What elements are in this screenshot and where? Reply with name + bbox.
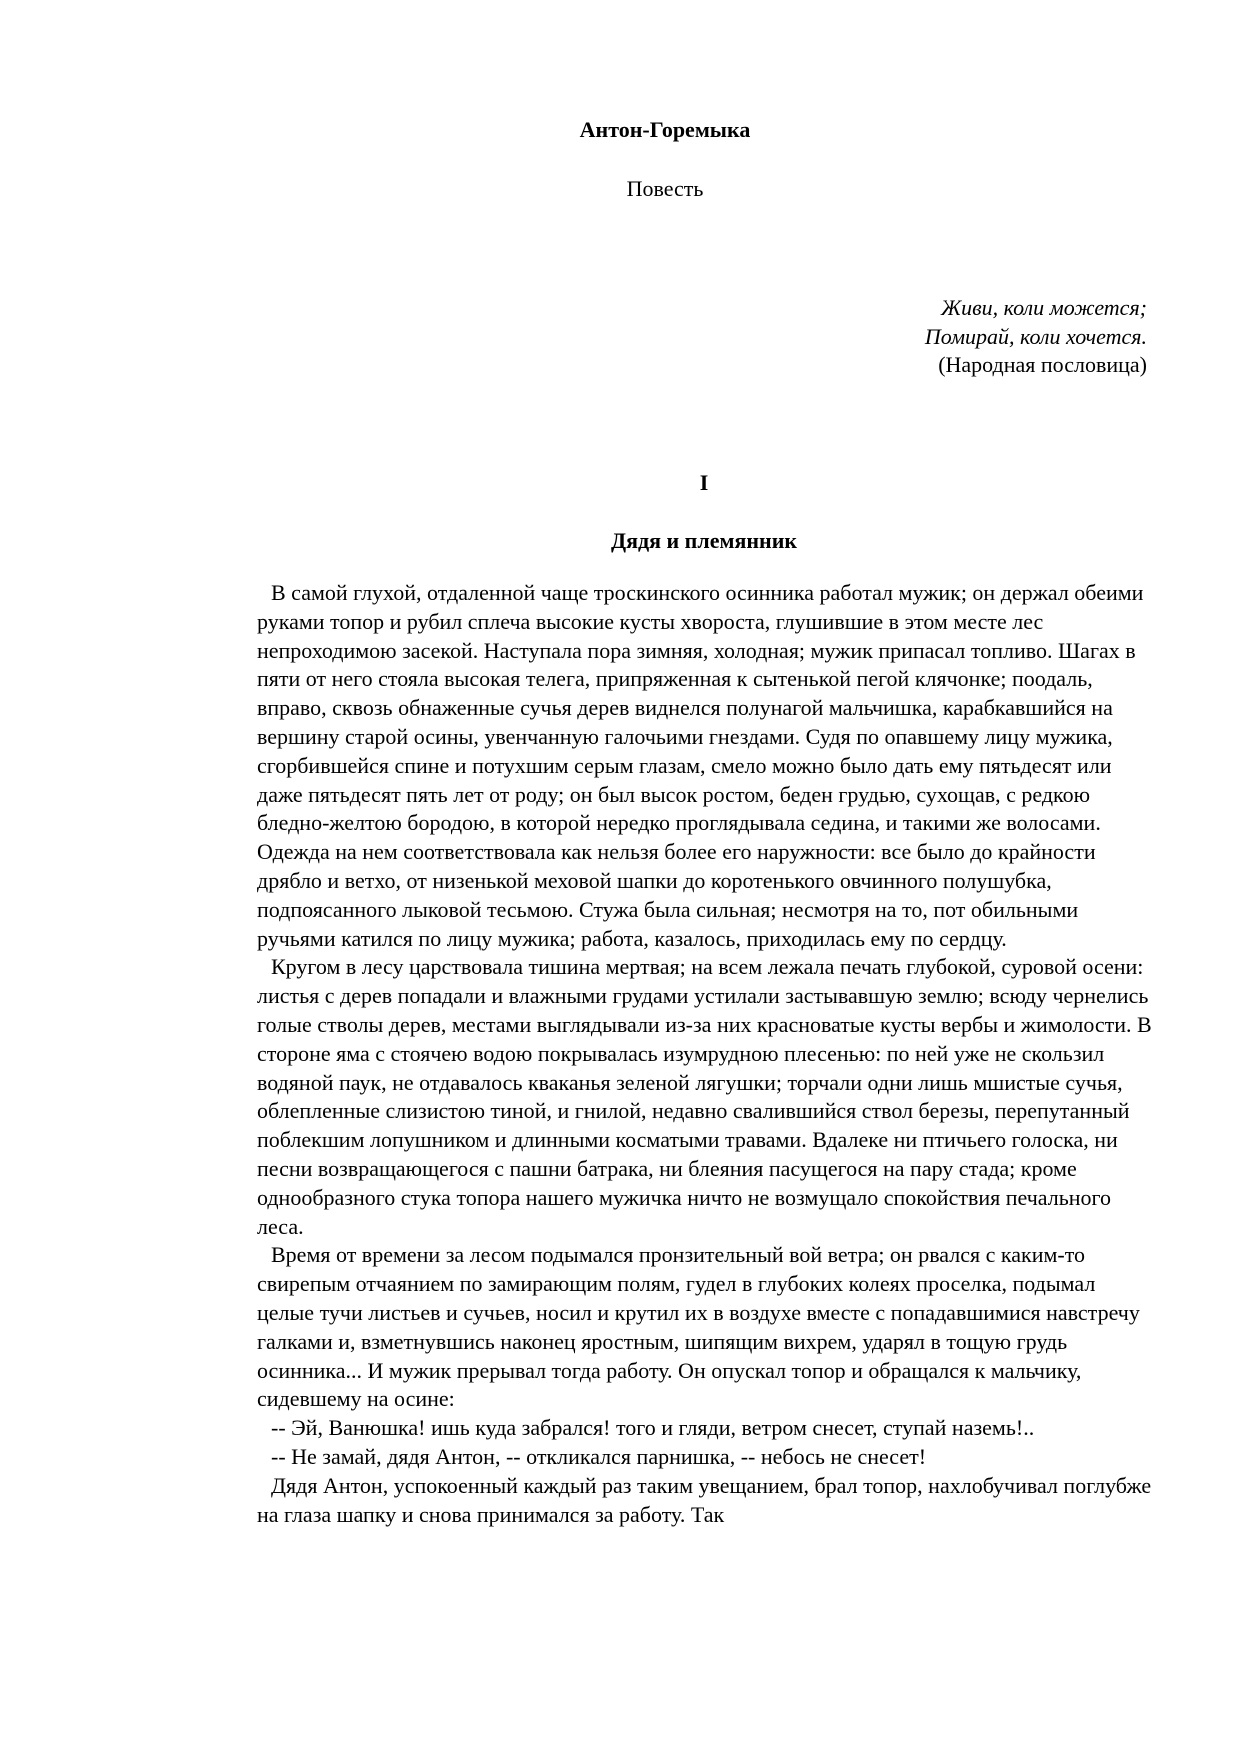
dialogue-line: -- Эй, Ванюшка! ишь куда забрался! того и гляди, ветром снесет, ступай наземь!.. [271,1415,1035,1441]
body-text [257,579,1157,1529]
epigraph-line: Помирай, коли хочется. [924,323,1147,349]
paragraph: Кругом в лесу царствовала тишина мертвая; на всем лежала печать глубокой, суровой осени: листья с дерев попадали и влажными грудами устилали застывавшую землю; всюду чернелись голые стволы дерев, местами выглядывали из-за них красноватые кусты вербы и жимолости. В стороне яма с стоячею водою покрывалась изумрудною плесенью: по ней уже не скользил водяной паук, не отдавалось кваканья зеленой лягушки; торчали одни лишь мшистые сучья, облепленные слизистою тиной, и гнилой, недавно свалившийся ствол березы, перепутанный поблекшим лопушником и длинными косматыми травами. Вдалеке ни птичьего голоска, ни песни возвращающегося с пашни батрака, ни блеяния пасущегося на пару стада; кроме однообразного стука топора нашего мужичка ничто не возмущало спокойствия печального леса. [257,954,1152,1239]
epigraph-line: Живи, коли можется; [940,295,1147,320]
paragraph: В самой глухой, отдаленной чаще троскинского осинника работал мужик; он держал обеими руками топор и рубил сплеча высокие кусты хвороста, глушившие в этом месте лес непроходимою засекой. Наступала пора зимняя, холодная; мужик припасал топливо. Шагах в пяти от него стояла высокая телега, припряженная к сытенькой пегой клячонке; поодаль, вправо, сквозь обнаженные сучья дерев виднелся полунагой мальчишка, карабкавшийся на вершину старой осины, увенчанную галочьими гнездами. Судя по опавшему лицу мужика, сгорбившейся спине и потухшим серым глазам, смело можно было дать ему пятьдесят или даже пятьдесят пять лет от роду; он был высок ростом, беден грудью, сухощав, с редкою бледно-желтою бородою, в которой нередко проглядывала седина, и такими же волосами. Одежда на нем соответствовала как нельзя более его наружности: все было до крайности дрябло и ветхо, от низенькой меховой шапки до коротенького овчинного полушубка, подпоясанного лыковой тесьмою. Стужа была сильная; несмотря на то, пот обильными ручьями катился по лицу мужика; работа, казалось, приходилась ему по сердцу. [257,580,1144,951]
dialogue-line: -- Не замай, дядя Антон, -- откликался парнишка, -- небось не снесет! [271,1443,927,1469]
epigraph [925,294,1147,380]
paragraph: Дядя Антон, успокоенный каждый раз таким увещанием, брал топор, нахлобучивал поглубже на глаза шапку и снова принимался за работу. Так [257,1472,1152,1527]
chapter-number: I [699,470,709,495]
document-title: Антон-Горемыка [579,117,751,142]
document-subtitle: Повесть [626,176,704,201]
epigraph-source: (Народная пословица) [938,352,1147,377]
paragraph: Время от времени за лесом подымался пронзительный вой ветра; он рвался с каким-то свирепым отчаянием по замирающим полям, гудел в глубоких колеях проселка, подымал целые тучи листьев и сучьев, носил и крутил их в воздухе вместе с попадавшимися навстречу галками и, взметнувшись наконец яростным, шипящим вихрем, ударял в тощую грудь осинника... И мужик прерывал тогда работу. Он опускал топор и обращался к мальчику, сидевшему на осине: [257,1242,1140,1412]
chapter-title: Дядя и племянник [610,528,798,553]
